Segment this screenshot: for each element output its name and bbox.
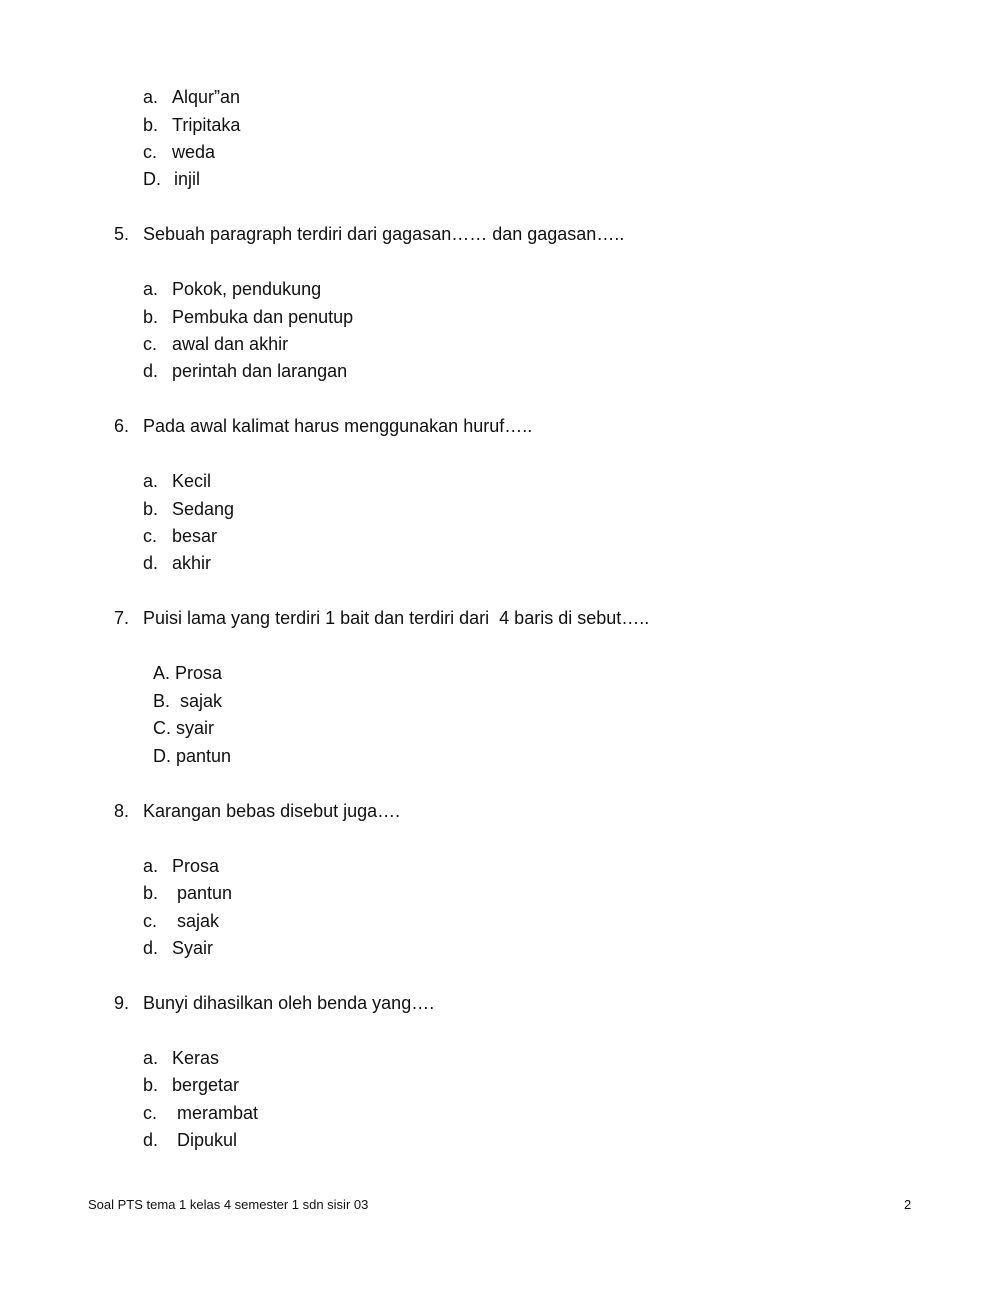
- q8-number: 8.: [114, 801, 130, 821]
- q8-option-d-label: d.: [143, 938, 159, 958]
- q9-option-c-text: merambat: [172, 1103, 259, 1123]
- q8-option-c-label: c.: [143, 911, 158, 931]
- q7-option-b: B. sajak: [153, 691, 223, 711]
- q6-option-d-label: d.: [143, 553, 159, 573]
- q9-option-d-text: Dipukul: [172, 1130, 238, 1150]
- q8-option-a-text: Prosa: [172, 856, 220, 876]
- q5-option-c-label: c.: [143, 334, 158, 354]
- q5-number: 5.: [114, 224, 130, 244]
- q5-option-b-label: b.: [143, 307, 159, 327]
- q9-number: 9.: [114, 993, 130, 1013]
- q9-option-b-label: b.: [143, 1075, 159, 1095]
- q7-number: 7.: [114, 608, 130, 628]
- q4-option-b-text: Tripitaka: [172, 115, 241, 135]
- q4-option-c-label: c.: [143, 142, 158, 162]
- q4-option-d-label: D.: [143, 169, 161, 189]
- q9-option-d-label: d.: [143, 1130, 159, 1150]
- q9-option-a-text: Keras: [172, 1048, 220, 1068]
- q5-option-d-text: perintah dan larangan: [172, 361, 348, 381]
- q6-option-b-label: b.: [143, 499, 159, 519]
- q8-option-b-label: b.: [143, 883, 159, 903]
- q6-option-c-label: c.: [143, 526, 158, 546]
- q5-option-d-label: d.: [143, 361, 159, 381]
- q6-number: 6.: [114, 416, 130, 436]
- footer-title: Soal PTS tema 1 kelas 4 semester 1 sdn sisir 03: [88, 1197, 369, 1212]
- q7-option-d: D. pantun: [153, 746, 232, 766]
- q8-text: Karangan bebas disebut juga….: [143, 801, 401, 821]
- q5-option-a-label: a.: [143, 279, 159, 299]
- q6-option-c-text: besar: [172, 526, 218, 546]
- page-number: 2: [904, 1197, 912, 1212]
- q7-text: Puisi lama yang terdiri 1 bait dan terdiri dari 4 baris di sebut…..: [143, 608, 650, 628]
- q9-option-a-label: a.: [143, 1048, 159, 1068]
- q5-option-b-text: Pembuka dan penutup: [172, 307, 354, 327]
- q8-option-c-text: sajak: [172, 911, 220, 931]
- q4-option-a-label: a.: [143, 87, 159, 107]
- q8-option-b-text: pantun: [172, 883, 233, 903]
- q5-text: Sebuah paragraph terdiri dari gagasan…… dan gagasan…..: [143, 224, 625, 244]
- q9-option-c-label: c.: [143, 1103, 158, 1123]
- q5-option-c-text: awal dan akhir: [172, 334, 289, 354]
- q7-option-a: A. Prosa: [153, 663, 223, 683]
- q4-option-c-text: weda: [172, 142, 216, 162]
- q9-text: Bunyi dihasilkan oleh benda yang….: [143, 993, 435, 1013]
- q6-option-a-label: a.: [143, 471, 159, 491]
- q8-option-a-label: a.: [143, 856, 159, 876]
- q6-option-d-text: akhir: [172, 553, 212, 573]
- q7-option-c: C. syair: [153, 718, 215, 738]
- q6-text: Pada awal kalimat harus menggunakan huruf…..: [143, 416, 533, 436]
- q6-option-a-text: Kecil: [172, 471, 212, 491]
- q9-option-b-text: bergetar: [172, 1075, 240, 1095]
- q6-option-b-text: Sedang: [172, 499, 235, 519]
- q4-option-b-label: b.: [143, 115, 159, 135]
- q5-option-a-text: Pokok, pendukung: [172, 279, 322, 299]
- q4-option-a-text: Alqur”an: [172, 87, 241, 107]
- q4-option-d-text: injil: [174, 169, 201, 189]
- q8-option-d-text: Syair: [172, 938, 214, 958]
